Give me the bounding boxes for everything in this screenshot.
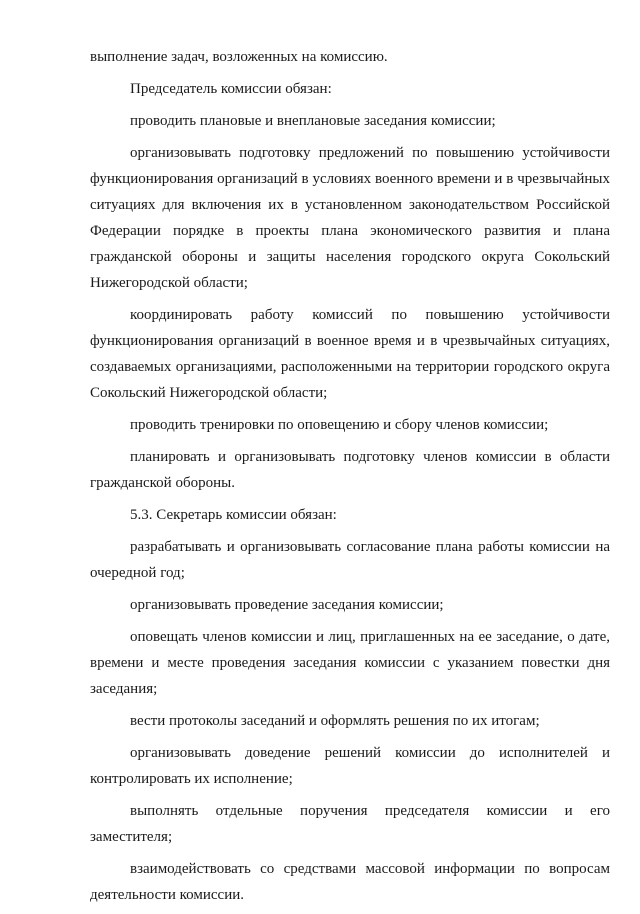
document-body: [90, 44, 610, 914]
paragraph-secretary-duty-5: организовывать доведение решений комиссии до исполнителей и контролировать их исполнение;: [90, 745, 610, 787]
paragraph-chairman-heading: Председатель комиссии обязан:: [130, 81, 332, 97]
paragraph-chairman-duty-3: координировать работу комиссий по повышению устойчивости функционирования организаций в военное время и в чрезвычайных ситуациях, создаваемых организациями, расположенными на территории городского округа Сокольский Нижегородской области;: [90, 307, 610, 401]
paragraph-secretary-duty-2: организовывать проведение заседания комиссии;: [130, 597, 444, 613]
paragraph-chairman-duty-2: организовывать подготовку предложений по повышению устойчивости функционирования организаций в условиях военного времени и в чрезвычайных ситуациях для включения их в установленном законодательством Российской Федерации порядке в проекты плана экономического развития и плана гражданской обороны и защиты населения городского округа Сокольский Нижегородской области;: [90, 145, 610, 291]
paragraph-continuation: выполнение задач, возложенных на комиссию.: [90, 49, 388, 65]
paragraph-secretary-duty-1: разрабатывать и организовывать согласование плана работы комиссии на очередной год;: [90, 539, 610, 581]
paragraph-secretary-duty-3: оповещать членов комиссии и лиц, приглашенных на ее заседание, о дате, времени и месте проведения заседания комиссии с указанием повестки дня заседания;: [90, 629, 610, 697]
paragraph-secretary-duty-7: взаимодействовать со средствами массовой информации по вопросам деятельности комиссии.: [90, 861, 610, 903]
paragraph-chairman-duty-1: проводить плановые и внеплановые заседания комиссии;: [130, 113, 496, 129]
paragraph-chairman-duty-4: проводить тренировки по оповещению и сбору членов комиссии;: [130, 417, 549, 433]
paragraph-secretary-duty-6: выполнять отдельные поручения председателя комиссии и его заместителя;: [90, 803, 610, 845]
paragraph-chairman-duty-5: планировать и организовывать подготовку членов комиссии в области гражданской обороны.: [90, 449, 610, 491]
paragraph-secretary-heading: 5.3. Секретарь комиссии обязан:: [130, 507, 337, 523]
paragraph-secretary-duty-4: вести протоколы заседаний и оформлять решения по их итогам;: [130, 713, 540, 729]
